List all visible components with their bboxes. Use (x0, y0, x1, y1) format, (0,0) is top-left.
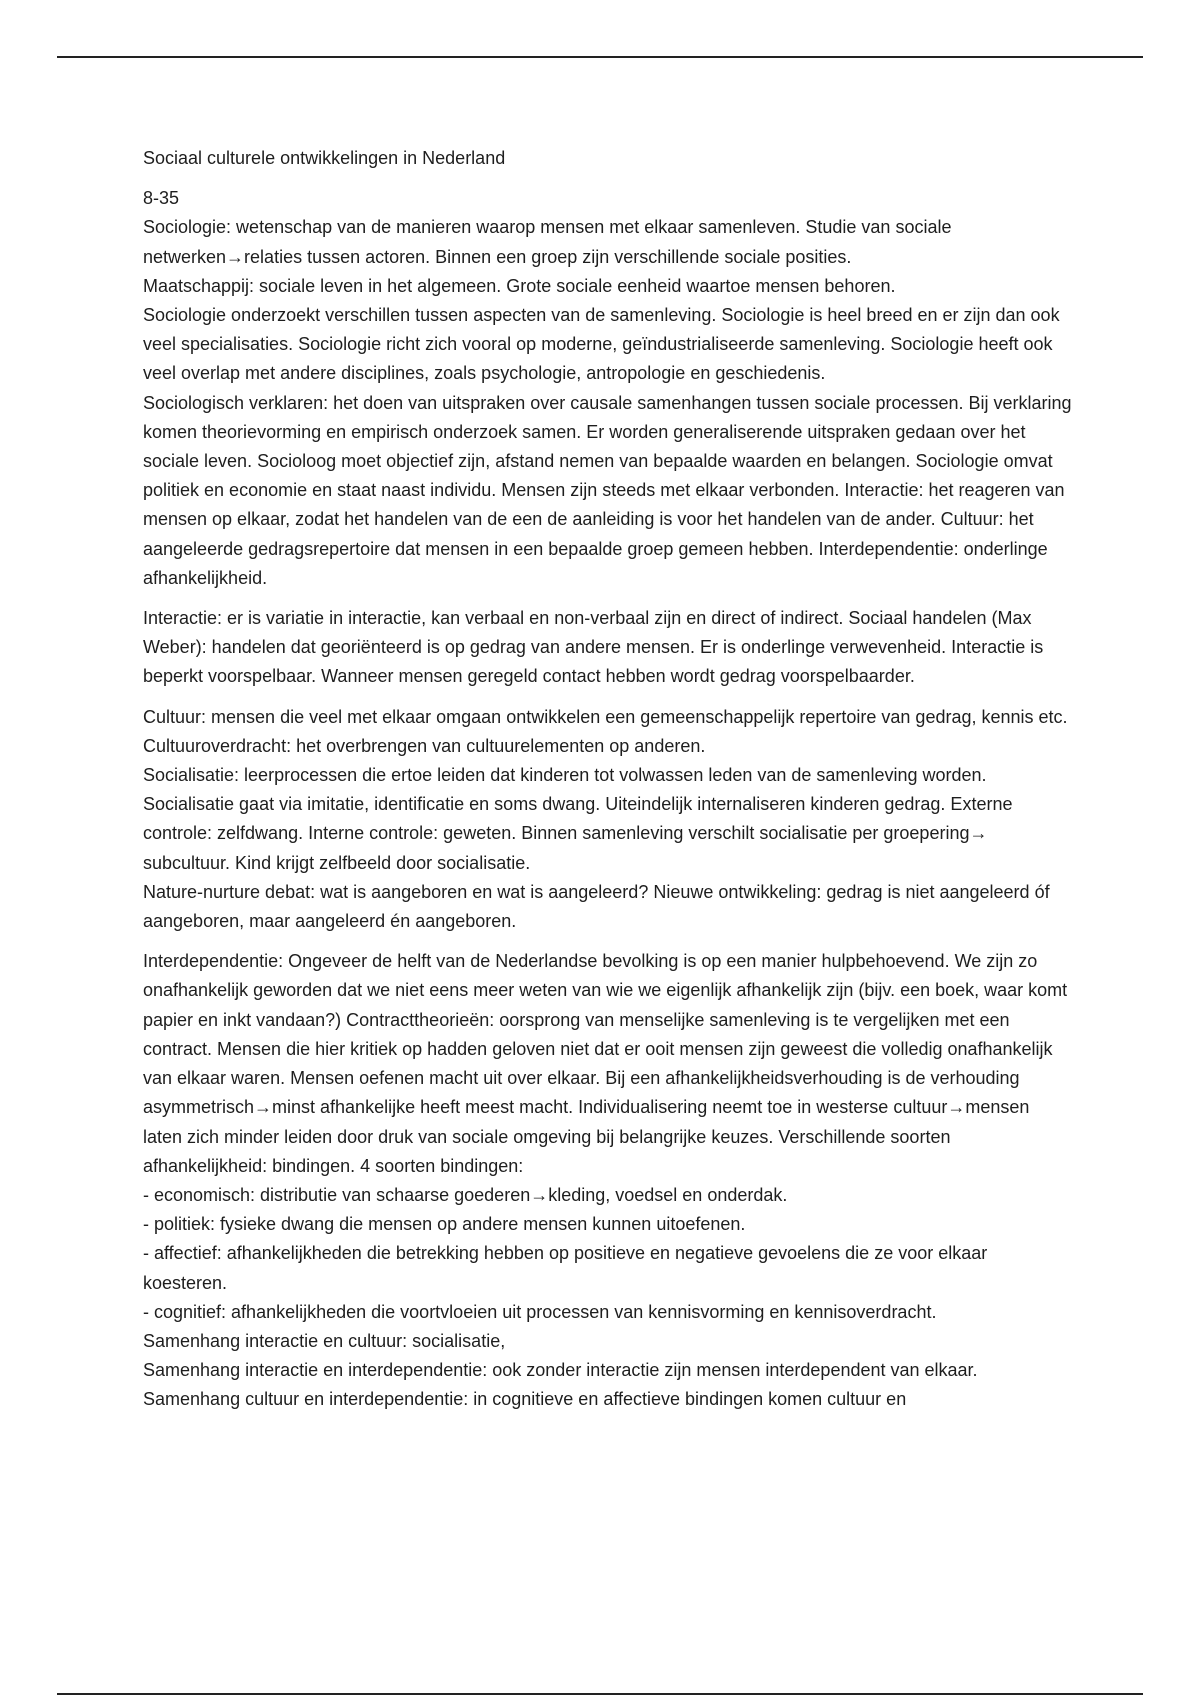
header-rule (57, 56, 1143, 58)
paragraph-cultuur: Cultuur: mensen die veel met elkaar omgaan ontwikkelen een gemeenschappelijk repertoire van gedrag, kennis etc. Cultuuroverdracht: het overbrengen van cultuurelementen op anderen. Socialisatie: leerprocessen die ertoe leiden dat kinderen tot volwassen leden van de samenleving worden. Socialisatie gaat via imitatie, identificatie en soms dwang. Uiteindelijk internaliseren kinderen gedrag. Externe controle: zelfdwang. Interne controle: geweten. Binnen samenleving verschilt socialisatie per groepering→ subcultuur. Kind krijgt zelfbeeld door socialisatie. Nature-nurture debat: wat is aangeboren en wat is aangeleerd? Nieuwe ontwikkeling: gedrag is niet aangeleerd óf aangeboren, maar aangeleerd én aangeboren. (143, 706, 1068, 932)
paragraph-sociologie: 8-35 Sociologie: wetenschap van de manieren waarop mensen met elkaar samenleven. Studie van sociale netwerken→relaties tussen actoren. Binnen een groep zijn verschillende sociale posities. Maatschappij: sociale leven in het algemeen. Grote sociale eenheid waartoe mensen behoren. Sociologie onderzoekt verschillen tussen aspecten van de samenleving. Sociologie is heel breed en er zijn dan ook veel specialisaties. Sociologie richt zich vooral op moderne, geïndustrialiseerde samenleving. Sociologie heeft ook veel overlap met andere disciplines, zoals psychologie, antropologie en geschiedenis. Sociologisch verklaren: het doen van uitspraken over causale samenhangen tussen sociale processen. Bij verklaring komen theorievorming en empirisch onderzoek samen. Er worden generaliserende uitspraken gedaan over het sociale leven. Socioloog moet objectief zijn, afstand nemen van bepaalde waarden en belangen. Sociologie omvat politiek en economie en staat naast individu. Mensen zijn steeds met elkaar verbonden. Interactie: het reageren van mensen op elkaar, zodat het handelen van de een de aanleiding is voor het handelen van de ander. Cultuur: het aangeleerde gedragsrepertoire dat mensen in een bepaalde groep gemeen hebben. Interdependentie: onderlinge afhankelijkheid. (143, 188, 1072, 588)
document-title: Sociaal culturele ontwikkelingen in Nederland (143, 148, 506, 168)
document-body (143, 144, 1073, 1415)
paragraph-interdependentie: Interdependentie: Ongeveer de helft van de Nederlandse bevolking is op een manier hulpbehoevend. We zijn zo onafhankelijk geworden dat we niet eens meer weten van wie we eigenlijk afhankelijk zijn (bijv. een boek, waar komt papier en inkt vandaan?) Contracttheorieën: oorsprong van menselijke samenleving is te vergelijken met een contract. Mensen die hier kritiek op hadden geloven niet dat er ooit mensen zijn geweest die volledig onafhankelijk van elkaar waren. Mensen oefenen macht uit over elkaar. Bij een afhankelijkheidsverhouding is de verhouding asymmetrisch→minst afhankelijke heeft meest macht. Individualisering neemt toe in westerse cultuur→mensen laten zich minder leiden door druk van sociale omgeving bij belangrijke keuzes. Verschillende soorten afhankelijkheid: bindingen. 4 soorten bindingen: - economisch: distributie van schaarse goederen→kleding, voedsel en onderdak. - politiek: fysieke dwang die mensen op andere mensen kunnen uitoefenen. - affectief: afhankelijkheden die betrekking hebben op positieve en negatieve gevoelens die ze voor elkaar koesteren. - cognitief: afhankelijkheden die voortvloeien uit processen van kennisvorming en kennisoverdracht. Samenhang interactie en cultuur: socialisatie, Samenhang interactie en interdependentie: ook zonder interactie zijn mensen interdependent van elkaar. Samenhang cultuur en interdependentie: in cognitieve en affectieve bindingen komen cultuur en (143, 951, 1068, 1410)
paragraph-interactie: Interactie: er is variatie in interactie, kan verbaal en non-verbaal zijn en direct of indirect. Sociaal handelen (Max Weber): handelen dat georiënteerd is op gedrag van andere mensen. Er is onderlinge verwevenheid. Interactie is beperkt voorspelbaar. Wanneer mensen geregeld contact hebben wordt gedrag voorspelbaarder. (143, 608, 1044, 687)
footer-rule (57, 1693, 1143, 1695)
